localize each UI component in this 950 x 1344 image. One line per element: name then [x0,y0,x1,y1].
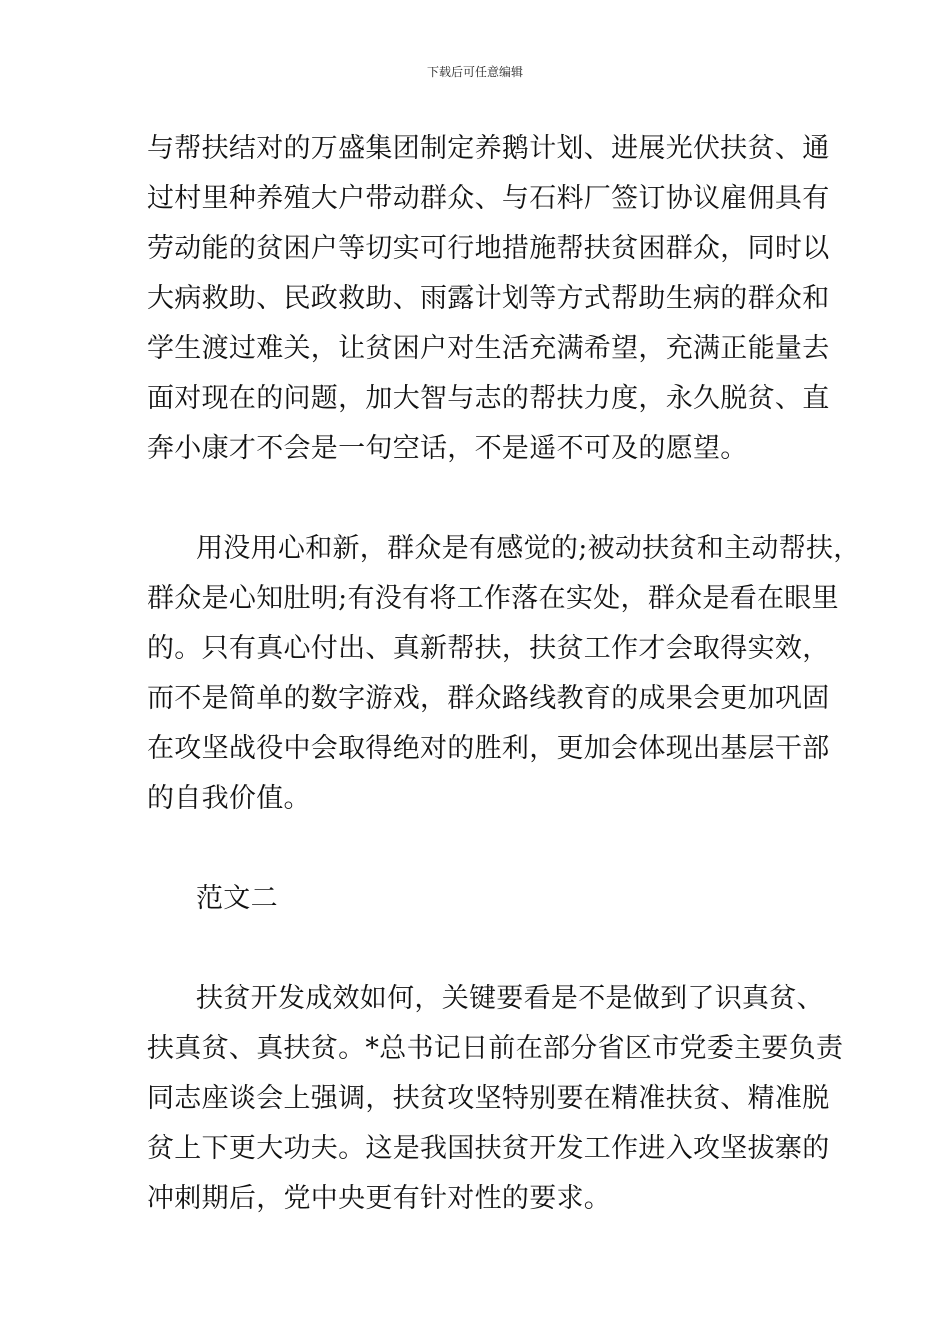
text-line: 与帮扶结对的万盛集团制定养鹅计划、进展光伏扶贫、通 [147,133,830,164]
text-line: 学生渡过难关，让贫困户对生活充满希望，充满正能量去 [147,333,830,364]
text-line: 扶真贫、真扶贫。*总书记日前在部分省区市党委主要负责 [147,1033,844,1064]
text-line: 面对现在的问题，加大智与志的帮扶力度，永久脱贫、直 [147,383,830,414]
text-line: 劳动能的贫困户等切实可行地措施帮扶贫困群众，同时以 [147,233,830,264]
section-title: 范文二 [196,883,278,914]
text-line: 在攻坚战役中会取得绝对的胜利，更加会体现出基层干部 [147,733,830,764]
text-line: 同志座谈会上强调，扶贫攻坚特别要在精准扶贫、精准脱 [147,1083,830,1114]
text-line: 的自我价值。 [147,783,311,814]
page-header: 下载后可任意编辑 [426,65,523,79]
text-line: 群众是心知肚明;有没有将工作落在实处，群众是看在眼里 [147,583,839,614]
text-line: 的。只有真心付出、真新帮扶，扶贫工作才会取得实效， [147,633,830,664]
text-line: 而不是简单的数字游戏，群众路线教育的成果会更加巩固 [147,683,830,714]
text-line: 过村里种养殖大户带动群众、与石料厂签订协议雇佣具有 [147,183,830,214]
text-line: 大病救助、民政救助、雨露计划等方式帮助生病的群众和 [147,283,830,314]
text-line: 用没用心和新，群众是有感觉的;被动扶贫和主动帮扶， [196,533,861,564]
text-line: 贫上下更大功夫。这是我国扶贫开发工作进入攻坚拔寨的 [147,1133,830,1164]
text-line: 冲刺期后，党中央更有针对性的要求。 [147,1183,612,1214]
text-line: 扶贫开发成效如何，关键要看是不是做到了识真贫、 [196,983,824,1014]
text-line: 奔小康才不会是一句空话，不是遥不可及的愿望。 [147,433,748,464]
